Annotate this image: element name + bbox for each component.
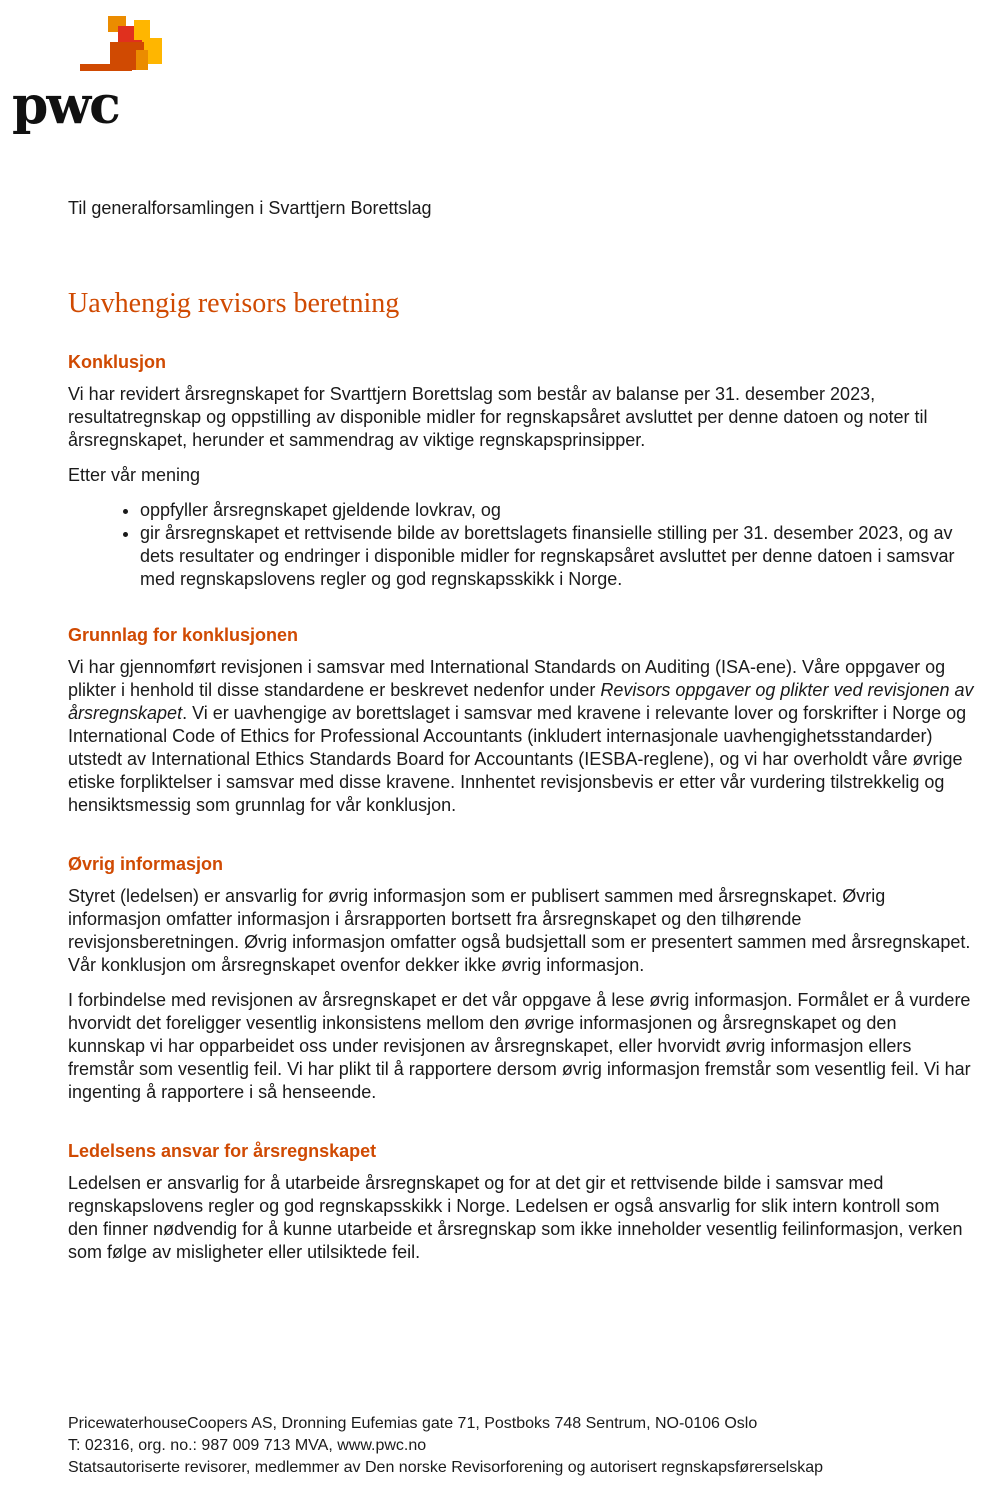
addressee: Til generalforsamlingen i Svarttjern Borettslag <box>68 198 432 218</box>
section-heading-ovrig: Øvrig informasjon <box>68 854 224 874</box>
list-item: • gir årsregnskapet et rettvisende bilde av borettslagets finansielle stilling per 31. desember 2023, og av dets resultater og endringer i disponible midler for regnskapsåret avsluttet per denne datoen i samsvar med regnskapslovens regler og god regnskapsskikk i Norge. <box>140 522 974 591</box>
footer-address: PricewaterhouseCoopers AS, Dronning Eufemias gate 71, Postboks 748 Sentrum, NO-0106 Oslo <box>68 1415 758 1432</box>
footer <box>68 1413 823 1479</box>
ovrig-paragraph-1: Styret (ledelsen) er ansvarlig for øvrig informasjon som er publisert sammen med årsregnskapet. Øvrig informasjon omfatter informasjon i årsrapporten bortsett fra årsregnskapet og den tilhørende revisjonsberetningen. Øvrig informasjon omfatter også budsjettall som er presentert sammen med årsregnskapet. Vår konklusjon om årsregnskapet ovenfor dekker ikke øvrig informasjon. <box>68 886 971 975</box>
grunnlag-text-italic: Revisors oppgaver og plikter ved revisjonen av årsregnskapet <box>68 680 974 723</box>
pwc-logo <box>12 14 168 136</box>
report-body <box>68 286 974 1276</box>
grunnlag-text-a: Vi har gjennomført revisjonen i samsvar med International Standards on Auditing (ISA-ene). Våre oppgaver og plikter i henhold til disse standardene er beskrevet nedenfor under <box>68 657 946 700</box>
ledelsens-paragraph: Ledelsen er ansvarlig for å utarbeide årsregnskapet og for at det gir et rettvisende bilde i samsvar med regnskapslovens regler og god regnskapsskikk i Norge. Ledelsen er også ansvarlig for slik intern kontroll som den finner nødvendig for å kunne utarbeide et årsregnskap som ikke inneholder vesentlig feilinformasjon, verken som følge av misligheter eller utilsiktede feil. <box>68 1173 963 1262</box>
page-title: Uavhengig revisors beretning <box>68 288 400 319</box>
konklusjon-paragraph-2: Etter vår mening <box>68 465 201 485</box>
footer-legal: Statsautoriserte revisorer, medlemmer av Den norske Revisorforening og autorisert regnskapsførerselskap <box>68 1459 823 1476</box>
footer-contact: T: 02316, org. no.: 987 009 713 MVA, www.pwc.no <box>68 1437 427 1454</box>
grunnlag-paragraph <box>68 656 974 817</box>
konklusjon-paragraph-1: Vi har revidert årsregnskapet for Svarttjern Borettslag som består av balanse per 31. desember 2023, resultatregnskap og oppstilling av disponible midler for regnskapsåret avsluttet per denne datoen og noter til årsregnskapet, herunder et sammendrag av viktige regnskapsprinsipper. <box>68 384 928 450</box>
section-heading-ledelsens: Ledelsens ansvar for årsregnskapet <box>68 1141 377 1161</box>
list-item: • oppfyller årsregnskapet gjeldende lovkrav, og <box>140 499 974 522</box>
ovrig-paragraph-2: I forbindelse med revisjonen av årsregnskapet er det vår oppgave å lese øvrig informasjon. Formålet er å vurdere hvorvidt det foreligger vesentlig inkonsistens mellom den øvrige informasjonen og årsregnskapet og den kunnskap vi har opparbeidet oss under revisjonen av årsregnskapet, eller hvorvidt øvrig informasjon ellers fremstår som vesentlig feil. Vi har plikt til å rapportere dersom øvrig informasjon fremstår som vesentlig feil. Vi har ingenting å rapportere i så henseende. <box>68 990 971 1102</box>
section-heading-grunnlag: Grunnlag for konklusjonen <box>68 625 299 645</box>
section-heading-konklusjon: Konklusjon <box>68 352 166 372</box>
pwc-logo-text: pwc <box>12 75 119 136</box>
opinion-list <box>68 499 974 591</box>
grunnlag-text-b: . Vi er uavhengige av borettslaget i samsvar med kravene i relevante lover og forskrifter i Norge og International Code of Ethics for Professional Accountants (inkludert internasjonale uavhengighetsstandarder) utstedt av International Ethics Standards Board for Accountants (IESBA-reglene), og vi har overholdt våre øvrige etiske forpliktelser i samsvar med disse kravene. Innhentet revisjonsbevis er etter vår vurdering tilstrekkelig og hensiktsmessig som grunnlag for vår konklusjon. <box>68 703 967 815</box>
